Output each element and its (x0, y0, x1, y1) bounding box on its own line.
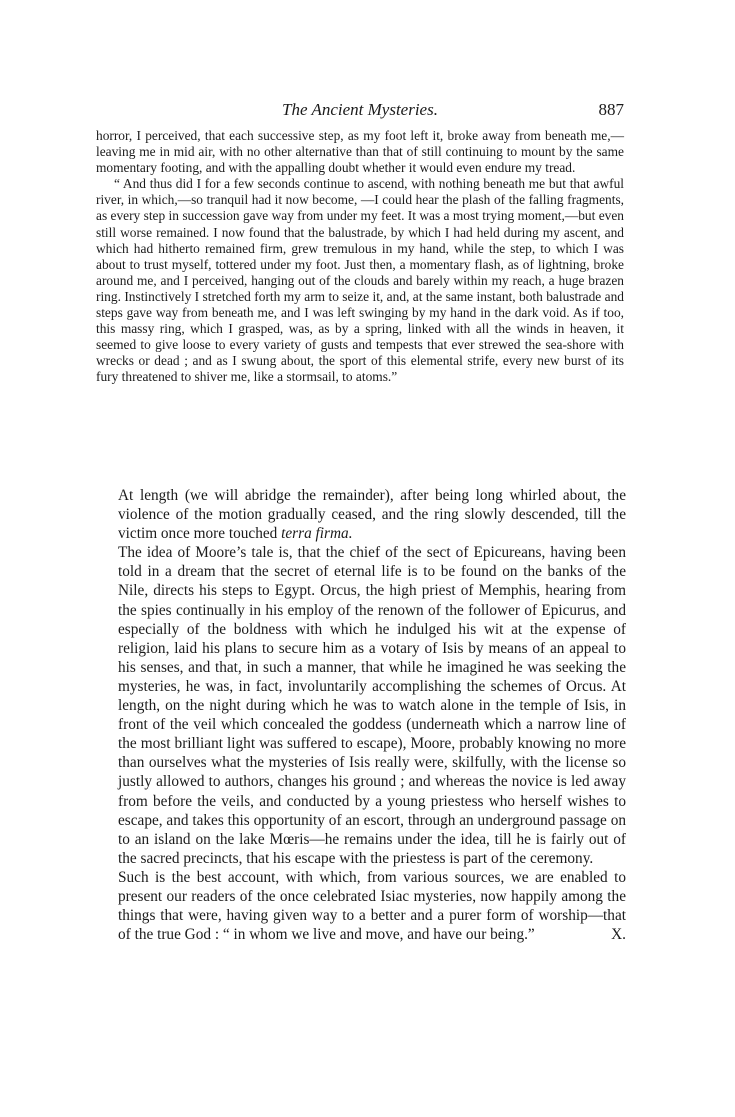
quote-paragraph: horror, I perceived, that each successive step, as my foot left it, broke away from beneath me,—leaving me in mid air, with no other alternative than that of still continuing to mount by the same momentary footing, and with the appalling doubt whether it would even endure my tread. (96, 128, 624, 176)
body-paragraph (118, 486, 626, 543)
body-paragraph: The idea of Moore’s tale is, that the chief of the sect of Epicureans, having been told in a dream that the secret of eternal life is to be found on the banks of the Nile, directs his steps to Egypt. Orcus, the high priest of Memphis, hearing from the spies continually in his employ of the renown of the follower of Epicurus, and especially of the boldness with which he indulged his wit at the expense of religion, laid his plans to secure him as a votary of Isis by means of an appeal to his senses, and that, in such a manner, that while he imagined he was seeking the mysteries, he was, in fact, involuntarily accomplishing the schemes of Orcus. At length, on the night during which he was to watch alone in the temple of Isis, in front of the veil which concealed the goddess (underneath which a narrow line of the most brilliant light was suffered to escape), Moore, probably knowing no more than ourselves what the mysteries of Isis really were, skilfully, with the license so justly allowed to authors, changes his ground ; and whereas the novice is led away from before the veils, and conducted by a young priestess who herself wishes to escape, and takes this opportunity of an escort, through an underground passage on to an island on the lake Mœris—he remains under the idea, till he is fairly out of the sacred precincts, that his escape with the priestess is part of the ceremony. (118, 544, 626, 867)
body-paragraph (118, 868, 626, 944)
page-number: 887 (598, 100, 624, 119)
quoted-passage (96, 128, 624, 386)
body-text-span: Such is the best account, with which, from various sources, we are enabled to present our readers of the once celebrated Isiac mysteries, now happily among the things that were, having given way to a better and a purer form of worship—that of the true God : “ in whom we live and move, and have our being.” (118, 868, 626, 944)
quote-paragraph: “ And thus did I for a few seconds continue to ascend, with nothing beneath me but that awful river, in which,—so tranquil had it now become, —I could hear the plash of the falling fragments, as every step in succession gave way from under my feet. It was a most trying moment,—but even still worse remained. I now found that the balustrade, by which I had held during my ascent, and which had hitherto remained firm, grew tremulous in my hand, while the step, to which I was about to trust myself, tottered under my foot. Just then, a momentary flash, as of lightning, broke around me, and I perceived, hanging out of the clouds and barely within my reach, a huge brazen ring. Instinctively I stretched forth my arm to seize it, and, at the same instant, both balustrade and steps gave way from beneath me, and I was left swinging by my hand in the dark void. As if too, this massy ring, which I grasped, was, as by a spring, linked with all the winds in heaven, it seemed to give loose to every variety of gusts and tempests that ever strewed the sea-shore with wrecks or dead ; and as I swung about, the sport of this elemental strife, every new burst of its fury threatened to shiver me, like a stormsail, to atoms.” (96, 176, 624, 385)
page-header (96, 100, 624, 124)
italic-phrase: terra firma. (281, 525, 353, 543)
running-title: The Ancient Mysteries. (282, 100, 438, 119)
body-text-span: At length (we will abridge the remainder), after being long whirled about, the violence of the motion gradually ceased, and the ring slowly descended, till the victim once more touched (118, 487, 626, 543)
author-signature: X. (611, 926, 626, 944)
main-text (118, 486, 626, 944)
